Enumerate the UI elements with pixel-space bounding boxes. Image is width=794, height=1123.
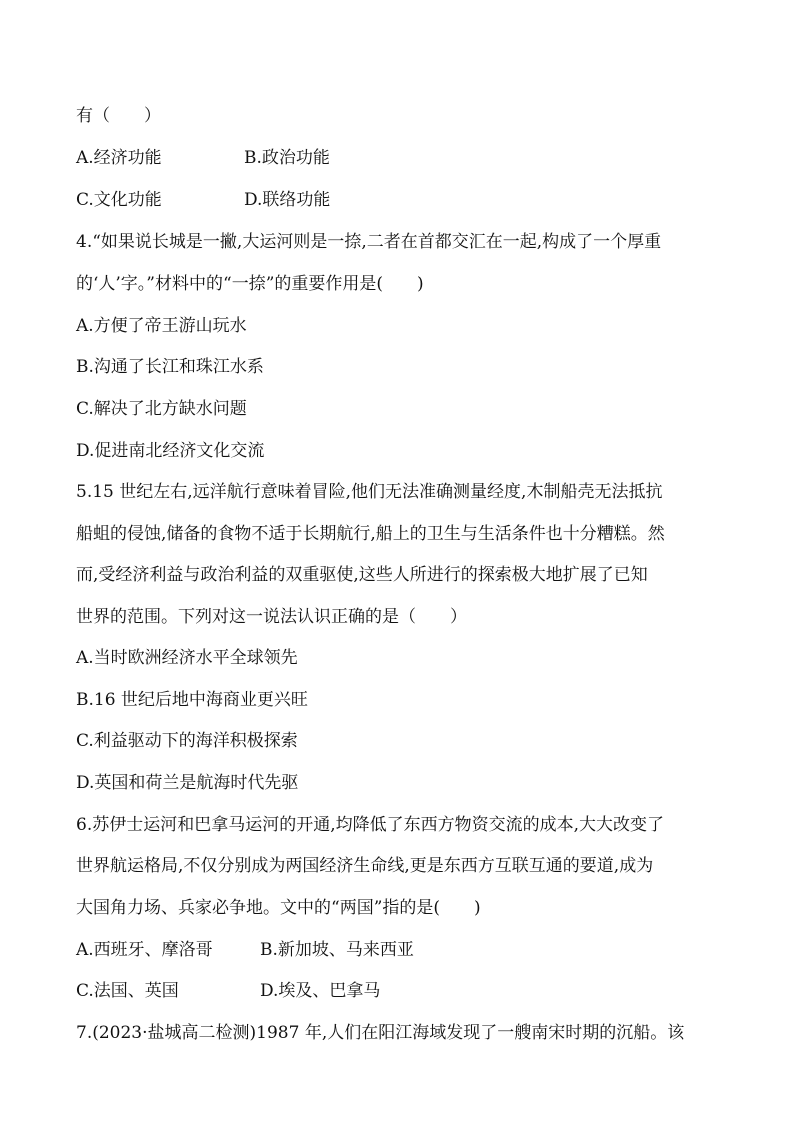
q4-option-b: B.沟通了长江和珠江水系 [76, 357, 264, 377]
q3-option-c: C.文化功能 [76, 190, 162, 210]
q6-option-c: C.法国、英国 [76, 981, 179, 1001]
q3-option-a: A.经济功能 [76, 148, 162, 168]
q5-option-d: D.英国和荷兰是航海时代先驱 [76, 773, 299, 793]
q6-stem-line-2: 世界航运格局,不仅分别成为两国经济生命线,更是东西方互联互通的要道,成为 [76, 856, 654, 876]
q6-stem-line-3: 大国角力场、兵家必争地。文中的“两国”指的是( ) [76, 898, 481, 918]
q5-stem-line-2: 船蛆的侵蚀,储备的食物不适于长期航行,船上的卫生与生活条件也十分糟糕。然 [76, 524, 665, 544]
q4-option-c: C.解决了北方缺水问题 [76, 399, 247, 419]
q4-option-d: D.促进南北经济文化交流 [76, 441, 265, 461]
q5-stem-line-3: 而,受经济利益与政治利益的双重驱使,这些人所进行的探索极大地扩展了已知 [76, 565, 648, 585]
q3-option-b: B.政治功能 [244, 148, 330, 168]
q6-stem-line-1: 6.苏伊士运河和巴拿马运河的开通,均降低了东西方物资交流的成本,大大改变了 [76, 815, 665, 835]
q5-option-c: C.利益驱动下的海洋积极探索 [76, 731, 298, 751]
q6-option-d: D.埃及、巴拿马 [260, 981, 381, 1001]
q6-option-a: A.西班牙、摩洛哥 [76, 940, 213, 960]
q3-stem-tail: 有（ ） [76, 106, 161, 126]
q4-stem-line-1: 4.“如果说长城是一撇,大运河则是一捺,二者在首都交汇在一起,构成了一个厚重 [76, 232, 662, 252]
q3-option-d: D.联络功能 [244, 190, 331, 210]
q5-option-b: B.16 世纪后地中海商业更兴旺 [76, 690, 308, 710]
q4-stem-line-2: 的‘人’字。”材料中的“一捺”的重要作用是( ) [76, 274, 424, 294]
q4-option-a: A.方便了帝王游山玩水 [76, 316, 247, 336]
q5-option-a: A.当时欧洲经济水平全球领先 [76, 648, 298, 668]
q5-stem-line-4: 世界的范围。下列对这一说法认识正确的是（ ） [76, 607, 467, 627]
q6-option-b: B.新加坡、马来西亚 [260, 940, 414, 960]
q7-stem-line-1: 7.(2023·盐城高二检测)1987 年,人们在阳江海域发现了一艘南宋时期的沉船。该 [76, 1023, 685, 1043]
q5-stem-line-1: 5.15 世纪左右,远洋航行意味着冒险,他们无法准确测量经度,木制船壳无法抵抗 [76, 482, 663, 502]
